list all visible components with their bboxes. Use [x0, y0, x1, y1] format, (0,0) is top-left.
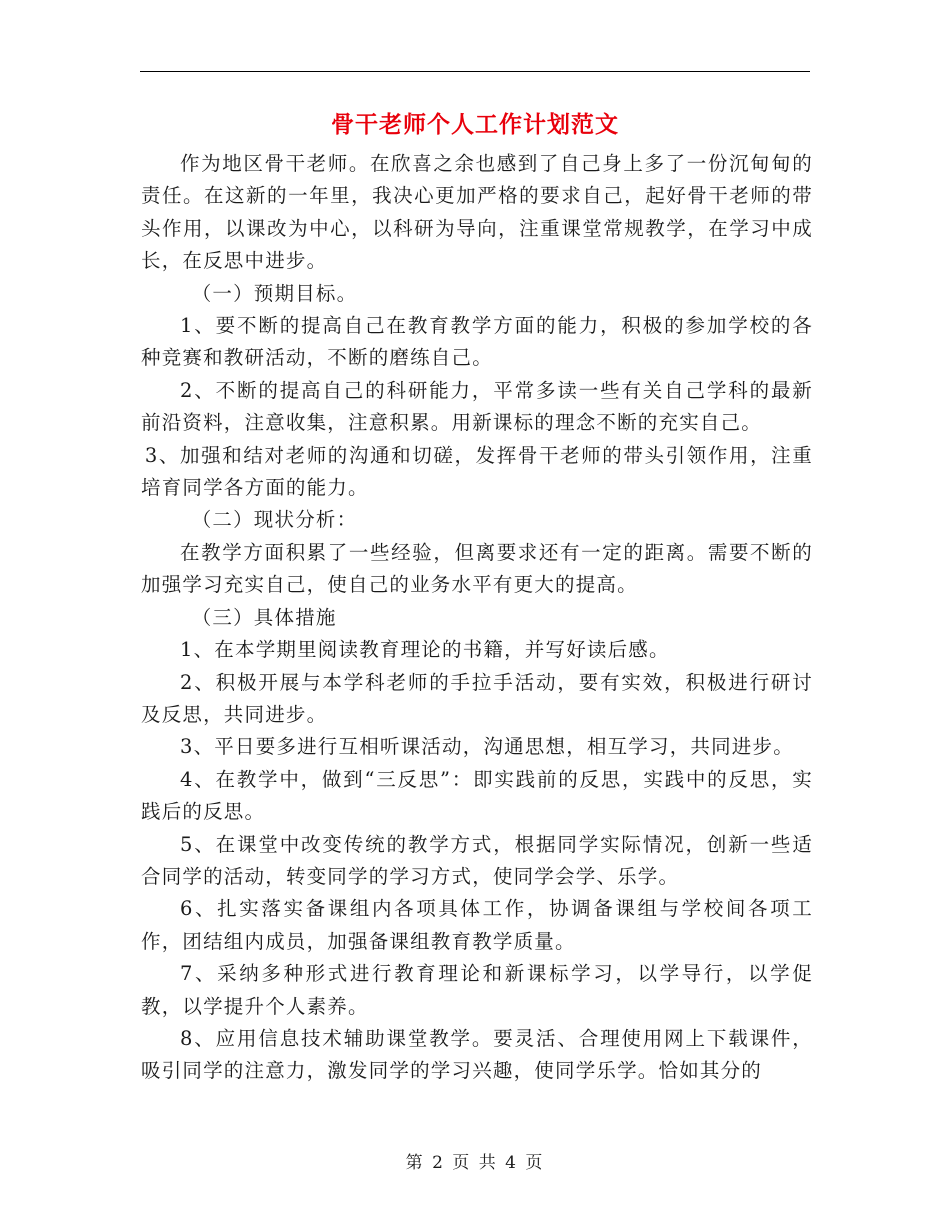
intro-paragraph: 作为地区骨干老师。在欣喜之余也感到了自己身上多了一份沉甸甸的责任。在这新的一年里，我决心更加严格的要求自己，起好骨干老师的带头作用，以课改为中心，以科研为导向，注重课堂常规教学，在学习中成长，在反思中进步。 [141, 152, 813, 273]
measure-item-7: 7、采纳多种形式进行教育理论和新课标学习，以学导行，以学促教，以学提升个人素养。 [141, 962, 813, 1018]
measure-item-8: 8、应用信息技术辅助课堂教学。要灵活、合理使用网上下载课件，吸引同学的注意力，激发同学的学习兴趣，使同学乐学。恰如其分的 [141, 1026, 813, 1083]
measure-item-6: 6、扎实落实备课组内各项具体工作，协调备课组与学校间各项工作，团结组内成员，加强备课组教育教学质量。 [141, 897, 813, 953]
document-body [141, 148, 813, 1088]
document-title: 骨干老师个人工作计划范文 [331, 111, 619, 138]
measure-item-1: 1、在本学期里阅读教育理论的书籍，并写好读后感。 [180, 638, 670, 662]
analysis-paragraph: 在教学方面积累了一些经验，但离要求还有一定的距离。需要不断的加强学习充实自己，使自己的业务水平有更大的提高。 [141, 540, 813, 597]
measure-item-3: 3、平日要多进行互相听课活动，沟通思想，相互学习，共同进步。 [180, 735, 794, 759]
measure-item-4: 4、在教学中，做到“三反思”：即实践前的反思，实践中的反思，实践后的反思。 [141, 767, 813, 824]
page-number-footer: 第 2 页 共 4 页 [405, 1153, 545, 1173]
section-heading-goals: （一）预期目标。 [191, 281, 358, 305]
measure-item-2: 2、积极开展与本学科老师的手拉手活动，要有实效，积极进行研讨及反思，共同进步。 [141, 670, 813, 726]
section-heading-measures: （三）具体措施 [191, 605, 337, 629]
goal-item-2: 2、不断的提高自己的科研能力，平常多读一些有关自己学科的最新前沿资料，注意收集，注意积累。用新课标的理念不断的充实自己。 [141, 378, 813, 435]
measure-item-5: 5、在课堂中改变传统的教学方式，根据同学实际情况，创新一些适合同学的活动，转变同学的学习方式，使同学会学、乐学。 [141, 832, 813, 888]
goal-item-1: 1、要不断的提高自己在教育教学方面的能力，积极的参加学校的各种竞赛和教研活动，不断的磨练自己。 [141, 314, 813, 370]
header-rule [140, 71, 810, 72]
goal-item-3: 3、加强和结对老师的沟通和切磋，发挥骨干老师的带头引领作用，注重培育同学各方面的能力。 [141, 443, 813, 500]
section-heading-analysis: （二）现状分析： [191, 508, 358, 532]
